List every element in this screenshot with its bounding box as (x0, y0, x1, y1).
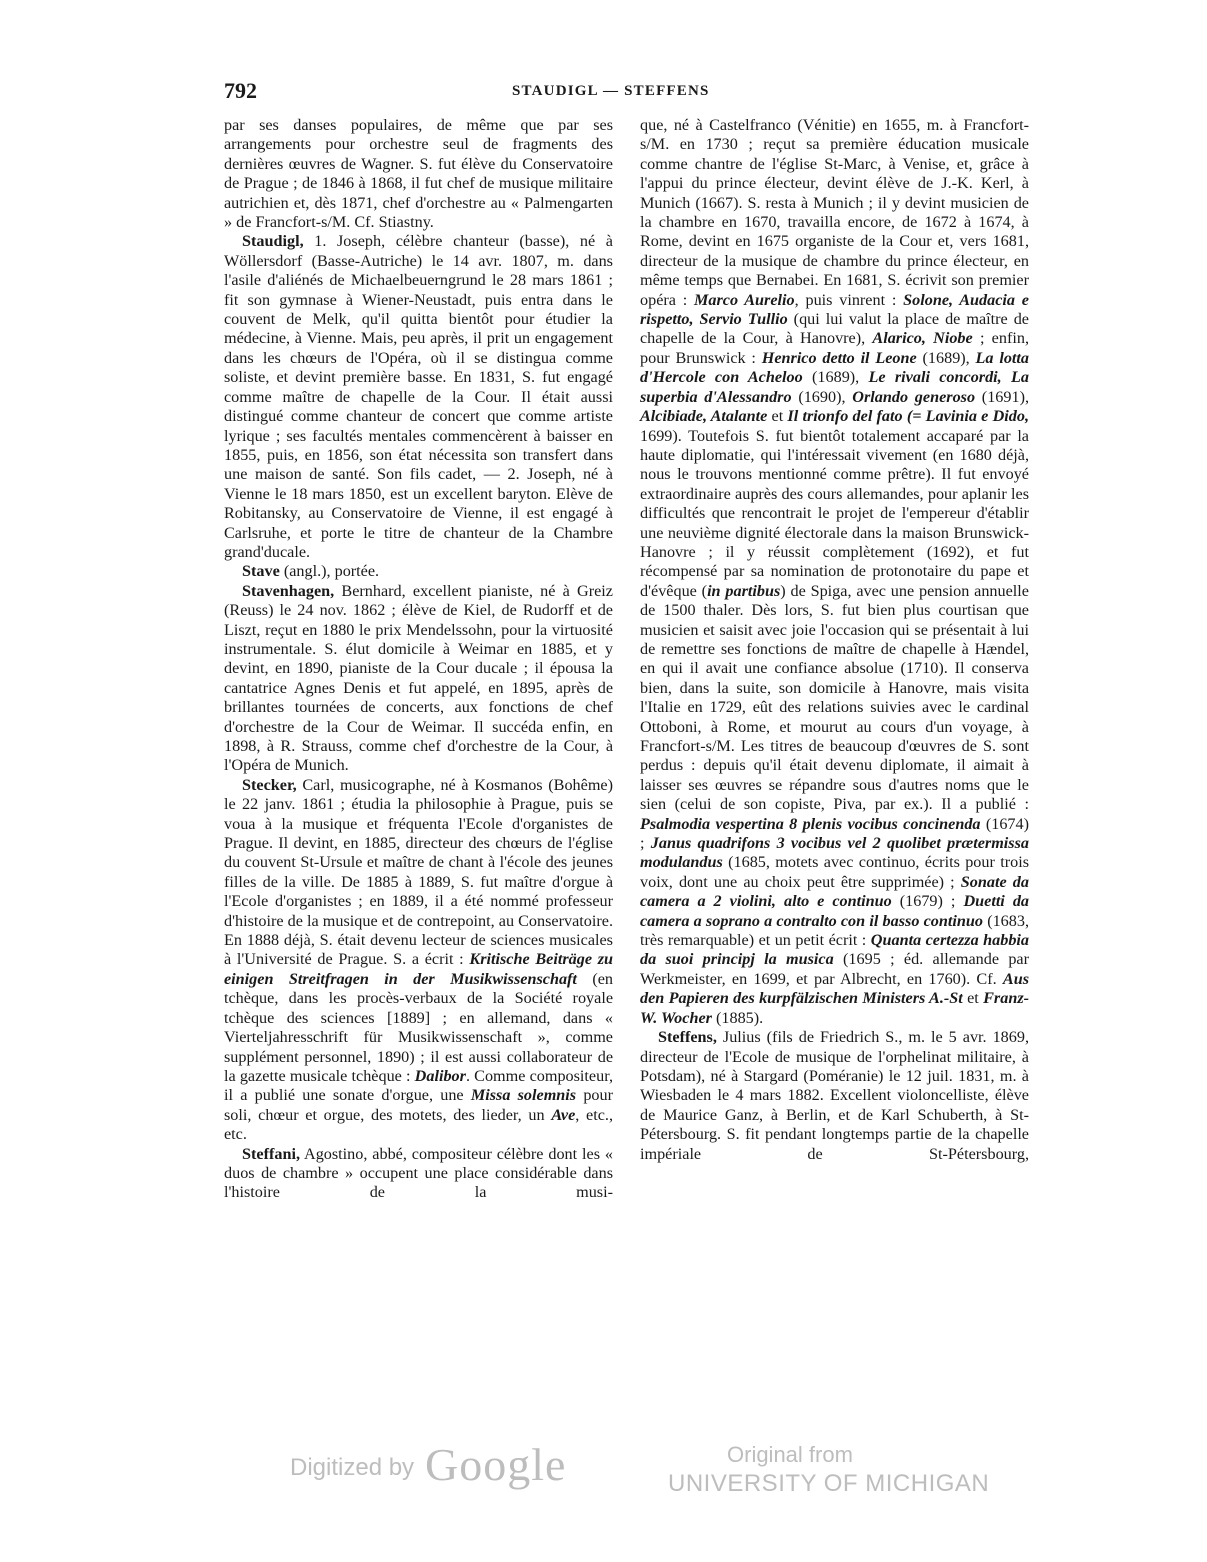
entry-text: (1689), (916, 348, 976, 367)
work-title: Henrico detto il Leone (761, 348, 917, 367)
work-title: Alcibiade, Atalante (640, 407, 768, 426)
headword: Steffani, (242, 1144, 300, 1163)
google-logo: Google (425, 1439, 567, 1490)
entry-steffani (224, 1145, 613, 1203)
work-title: Marco Aurelio (694, 290, 795, 309)
entry-steffani-continued (640, 116, 1029, 1028)
entry-text: ) de Spiga, avec une pension annuelle de 1500 thaler. Dès lors, S. fut bien plus courtisan que musicien et saisit avec joie l'occasion qui se présentait à lui de remettre ses fonctions de maître de chapelle à Hændel, en qui il avait une confiance absolue (1710). Il conserva bien, dans la suite, son domicile à Hanovre, mais visita l'Italie en 1729, eût des relations suivies avec le cardinal Ottoboni, à Rome, et mourut au cours d'un voyage, à Francfort-s/M. Les titres de beaucoup d'œuvres de S. sont perdus : depuis qu'il était devenu diplomate, il aimait à laisser ses œuvres se répandre sous d'autres noms que le sien (celui de son copiste, Piva, par ex.). Il a publié : (640, 581, 1029, 814)
headword: Stave (242, 562, 280, 581)
running-head: STAUDIGL — STEFFENS (512, 83, 710, 99)
work-title: Dalibor (414, 1066, 466, 1085)
work-title: Franz-W. Wocher (640, 989, 1030, 1027)
digitized-by-label: Digitized by (290, 1454, 415, 1481)
entry-text: (1691), (975, 387, 1030, 406)
headword: Staudigl, (242, 232, 304, 251)
entry-text: Agostino, abbé, compositeur célèbre dont les « duos de chambre » occupent une place considérable dans l'histoire de la musi- (224, 1144, 613, 1202)
page-number: 792 (224, 78, 257, 103)
entry-text: Bernhard, excellent pianiste, né à Greiz (Reuss) le 24 nov. 1862 ; élève de Kiel, de Rudorff et de Liszt, reçut en 1880 le prix Mendelssohn, pour la virtuosité instrumentale. S. élut domicile à Weimar en 1885, et y devint, en 1890, pianiste de la Cour ducale ; il épousa la cantatrice Agnes Denis et fut appelé, en 1895, après de brillantes tournées de concerts, aux fonctions de chef d'orchestre de la Cour de Weimar. Il succéda enfin, en 1898, à R. Strauss, comme chef d'orchestre de la Cour, à l'Opéra de Munich. (224, 581, 613, 775)
work-title: Janus quadrifons 3 vocibus vel 2 quolibet prætermissa modulandus (640, 834, 1029, 872)
entry-text: (1695 ; éd. allemande par Werkmeister, en 1699, et par Albrecht, en 1760). Cf. (640, 950, 1029, 988)
right-column (640, 116, 1029, 1164)
work-title: La lotta d'Hercole con Acheloo (640, 348, 1029, 387)
entry-text: , puis vinrent : (794, 290, 904, 309)
entry-text: (1885). (711, 1008, 764, 1027)
digitization-footer (0, 1440, 1207, 1510)
entry-text: (qui lui valut la place de maître de chapelle de la Cour, à Hanovre), (640, 310, 1029, 348)
entry-text: et (767, 407, 788, 426)
entry-text: (1690), (791, 387, 853, 406)
entry-text: (1674) ; (640, 814, 1030, 853)
entry-text: (angl.), portée. (279, 562, 380, 581)
headword: Stavenhagen, (242, 581, 335, 600)
entry-text: Carl, musicographe, né à Kosmanos (Bohême) le 22 janv. 1861 ; étudia la philosophie à Prague, puis se voua à la musique et fréquenta l'Ecole d'organistes de Prague. Il devint, en 1885, directeur des chœurs de l'église du couvent St-Ursule et maître de chant à l'école des jeunes filles de la ville. De 1885 à 1889, S. fut maître d'orgue à l'Ecole d'organistes ; en 1889, il a été nommé professeur d'histoire de la musique et de contrepoint, au Conservatoire. En 1888 déjà, S. était devenu lecteur de sciences musicales à l'Université de Prague. S. a écrit : (224, 775, 613, 969)
continuation-paragraph: par ses danses populaires, de même que par ses arrangements pour orchestre seul de fragments des dernières œuvres de Wagner. S. fut élève du Conservatoire de Prague ; de 1846 à 1868, il fut chef de musique militaire autrichien et, dès 1871, chef d'orchestre au « Palmengarten » de Francfort-s/M. Cf. Stiastny. (224, 116, 613, 232)
page-header (224, 78, 1032, 108)
entry-text: (1689), (802, 368, 869, 387)
headword: Stecker, (242, 775, 297, 794)
entry-text: (1679) ; (891, 892, 964, 911)
entry-steffens (640, 1028, 1029, 1164)
entry-text: (1685, motets avec continuo, écrits pour trois voix, dont une au choix peut être supprimée) ; (640, 853, 1029, 891)
work-title: Kritische Beiträge zu einigen Streitfragen in der Musikwissenschaft (224, 950, 613, 988)
work-title: Duetti da camera a soprano a contralto con il basso continuo (640, 892, 1030, 930)
work-title: Orlando generoso (852, 387, 976, 406)
entry-text: 1. Joseph, célèbre chanteur (basse), né à Wöllersdorf (Basse-Autriche) le 14 avr. 1807, m. dans l'asile d'aliénés de Michaelbeuerngrund le 28 mars 1861 ; fit son gymnase à Wiener-Neustadt, puis entra dans le couvent de Melk, qu'il quitta bientôt pour étudier la médecine, à Vienne. Mais, peu après, il prit un engagement dans les chœurs de l'Opéra, où il se distingua comme soliste, et devint première basse. En 1831, S. fut engagé comme maître de chapelle de la Cour. Il était aussi distingué comme chanteur de concert que comme artiste lyrique ; ses facultés mentales commencèrent à baisser en 1855, puis, en 1856, son état nécessita son transfert dans une maison de santé. Son fils cadet, — 2. Joseph, né à Vienne le 18 mars 1850, est un excellent baryton. Elève de Robitansky, au Conservatoire de Vienne, il est engagé à Carlsruhe, et porte le titre de chanteur de la Chambre grand'ducale. (224, 232, 613, 561)
work-title: Psalmodia vespertina 8 plenis vocibus concinenda (640, 814, 981, 833)
work-title: Missa solemnis (470, 1086, 577, 1105)
work-title: Le rivali concordi, La superbia d'Alessandro (640, 368, 1029, 406)
work-title: Il trionfo del fato (= Lavinia e Dido, (787, 407, 1029, 426)
entry-stavenhagen (224, 582, 613, 776)
work-title: Sonate da camera a 2 violini, alto e continuo (640, 872, 1029, 911)
entry-text: , etc., etc. (224, 1105, 613, 1144)
entry-text: Julius (fils de Friedrich S., m. le 5 avr. 1869, directeur de l'Ecole de musique de l'orphelinat militaire, à Potsdam), né à Stargard (Poméranie) le 12 juil. 1831, m. à Wiesbaden le 4 mars 1882. Excellent violoncelliste, élève de Maurice Ganz, à Berlin, et de Karl Schuberth, à St-Pétersbourg. S. fit pendant longtemps partie de la chapelle impériale de St-Pétersbourg, (640, 1028, 1029, 1163)
university-label: UNIVERSITY OF MICHIGAN (668, 1470, 990, 1497)
work-title: Alarico, Niobe (872, 329, 973, 348)
entry-text: (1683, très remarquable) et un petit écrit : (640, 911, 1030, 950)
work-title: Aus den Papieren des kurpfälzischen Ministers A.-St (640, 969, 1029, 1008)
work-title: Ave (551, 1105, 576, 1124)
entry-stave (224, 562, 613, 581)
entry-text: 1699). Toutefois S. fut bientôt totalement accaparé par la haute diplomatie, qui l'intéressait vivement (en 1680 déjà, nous le trouvons mentionné comme prêtre). Il fut envoyé extraordinaire auprès des cours allemandes, pour aplanir les difficultés que rencontrait le projet de l'empereur d'établir une neuvième dignité électorale dans la maison Brunswick-Hanovre ; il y réussit complètement (1692), et fut récompensé par sa nomination de protonotaire du pape et d'évêque ( (640, 426, 1029, 600)
work-title: Solone, Audacia e rispetto, Servio Tullio (640, 290, 1029, 329)
entry-text: (en tchèque, dans les procès-verbaux de la Société royale tchèque des sciences [1889] ; en allemand, dans « Vierteljahresschrift für Musikwissenschaft », comme supplément personnel, 1890) ; il est aussi collaborateur de la gazette musicale tchèque : (224, 969, 613, 1085)
entry-staudigl (224, 232, 613, 562)
entry-text: et (962, 989, 984, 1008)
entry-text: . Comme compositeur, il a publié une sonate d'orgue, une (224, 1066, 613, 1105)
entry-text: pour soli, chœur et orgue, des motets, des lieder, un (224, 1086, 613, 1124)
headword: Steffens, (658, 1028, 717, 1047)
original-from-label: Original from (727, 1442, 853, 1467)
left-column (224, 116, 613, 1203)
entry-stecker (224, 776, 613, 1145)
work-title: Quanta certezza habbia da suoi principj la musica (640, 931, 1030, 969)
work-title: in partibus (707, 581, 781, 600)
entry-text: que, né à Castelfranco (Vénitie) en 1655, m. à Francfort-s/M. en 1730 ; reçut sa première éducation musicale comme chantre de l'église St-Marc, à Venise, et, grâce à l'appui du prince électeur, devint élève de J.-K. Kerl, à Munich (1667). S. resta à Munich ; il y devint musicien de la chambre en 1670, travailla encore, de 1672 à 1674, à Rome, devint en 1675 organiste de la Cour et, vers 1681, directeur de la musique de chambre du prince électeur, en même temps que Bernabei. En 1681, S. écrivit son premier opéra : (640, 116, 1029, 309)
entry-text: ; enfin, pour Brunswick : (640, 329, 1029, 367)
